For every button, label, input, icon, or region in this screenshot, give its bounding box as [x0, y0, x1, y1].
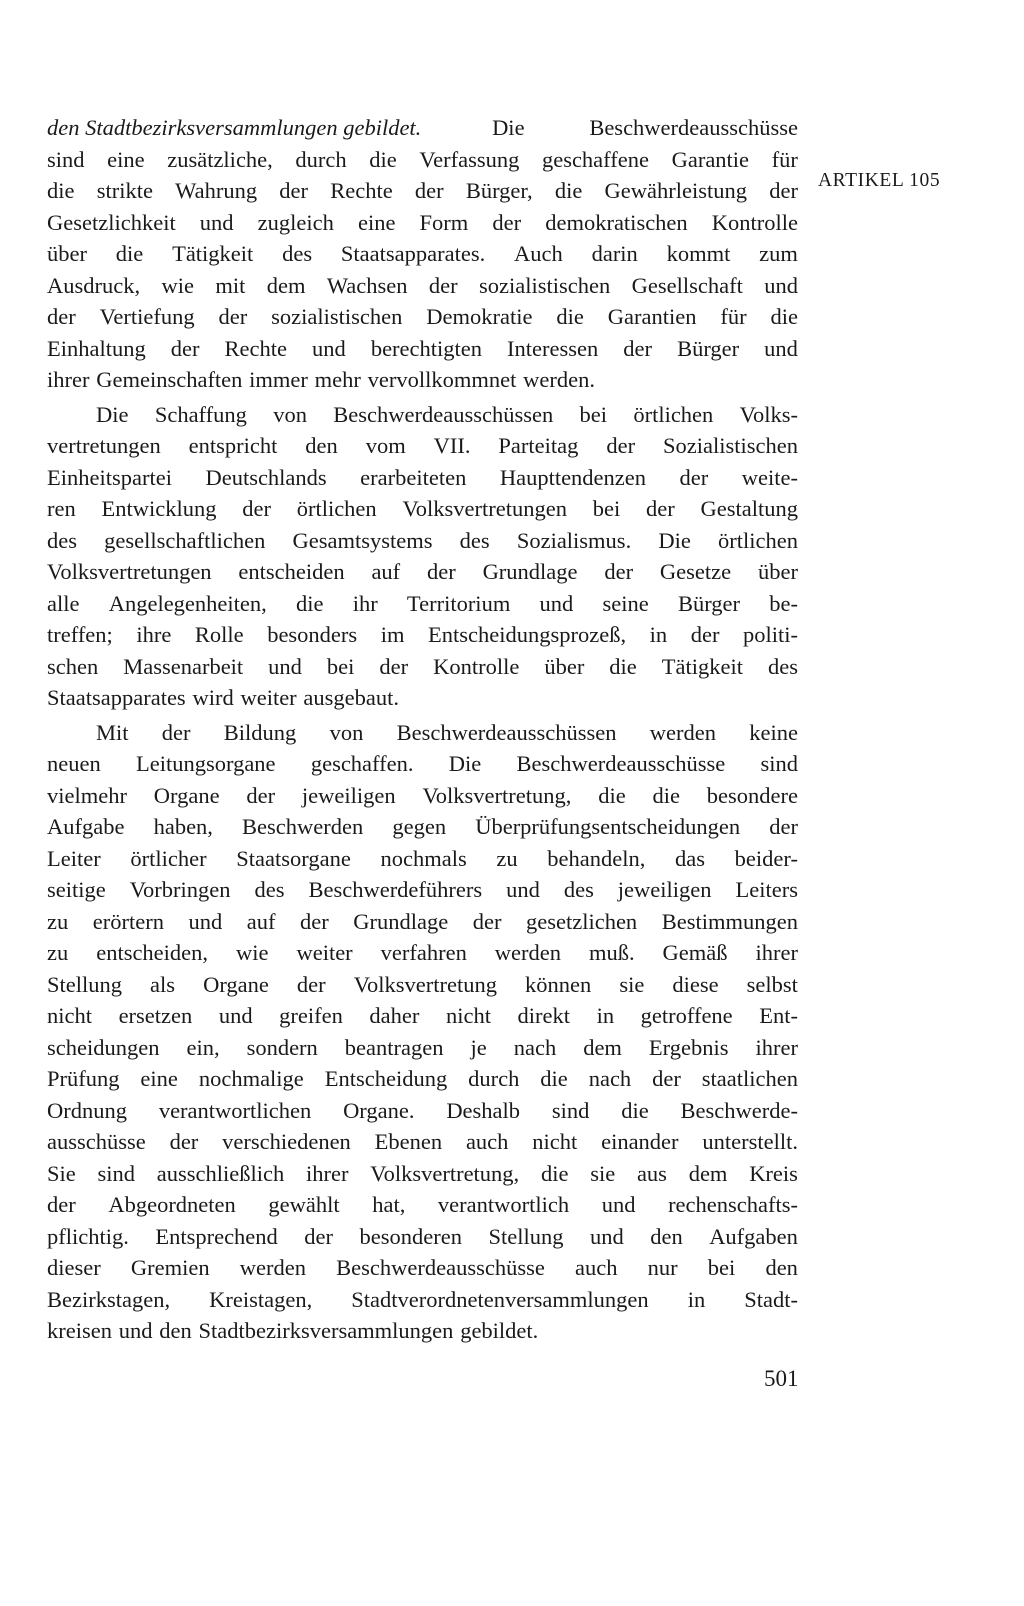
text-line: Mit der Bildung von Beschwerdeausschüssen werden keine [96, 719, 798, 745]
text-line: Bezirkstagen, Kreistagen, Stadtverordnetenversammlungen in Stadt- [47, 1286, 798, 1312]
text-line: Aufgabe haben, Beschwerden gegen Überprüfungsentscheidungen der [47, 814, 798, 839]
text-line: schen Massenarbeit und bei der Kontrolle über die Tätigkeit des [47, 653, 798, 679]
text-line: ihrer Gemeinschaften immer mehr vervollkommnet werden. [47, 367, 595, 392]
text-line: Gesetzlichkeit und zugleich eine Form der demokratischen Kontrolle [47, 209, 798, 235]
text-line: seitige Vorbringen des Beschwerdeführers und des jeweiligen Leiters [47, 877, 798, 902]
text-line: des gesellschaftlichen Gesamtsystems des Sozialismus. Die örtlichen [47, 527, 798, 553]
text-line: der Vertiefung der sozialistischen Demokratie die Garantien für die [47, 304, 798, 329]
text-line: Leiter örtlicher Staatsorgane nochmals zu behandeln, das beider- [47, 845, 798, 871]
text-line: kreisen und den Stadtbezirksversammlungen gebildet. [47, 1318, 539, 1343]
text-line: sind eine zusätzliche, durch die Verfassung geschaffene Garantie für [47, 146, 798, 172]
text-line: zu erörtern und auf der Grundlage der gesetzlichen Bestimmungen [47, 908, 798, 934]
text-line: Einheitspartei Deutschlands erarbeiteten Haupttendenzen der weite- [47, 464, 798, 490]
text-line: die strikte Wahrung der Rechte der Bürger, die Gewährleistung der [47, 178, 798, 203]
text-line: treffen; ihre Rolle besonders im Entscheidungsprozeß, in der politi- [47, 622, 798, 647]
text-line: über die Tätigkeit des Staatsapparates. Auch darin kommt zum [47, 241, 798, 266]
text-line: vielmehr Organe der jeweiligen Volksvertretung, die die besondere [47, 782, 798, 808]
text-line: alle Angelegenheiten, die ihr Territorium und seine Bürger be- [47, 590, 798, 616]
text-line: nicht ersetzen und greifen daher nicht direkt in getroffene Ent- [47, 1003, 798, 1028]
text-line: scheidungen ein, sondern beantragen je nach dem Ergebnis ihrer [47, 1034, 798, 1060]
text-line: ausschüsse der verschiedenen Ebenen auch nicht einander unterstellt. [47, 1129, 798, 1154]
text-line: Prüfung eine nochmalige Entscheidung durch die nach der staatlichen [47, 1066, 798, 1091]
text-line: den Stadtbezirksversammlungen gebildet. Die Beschwerdeausschüsse [47, 115, 798, 140]
text-line: Volksvertretungen entscheiden auf der Grundlage der Gesetze über [47, 559, 798, 584]
text-line: vertretungen entspricht den vom VII. Parteitag der Sozialistischen [47, 433, 798, 458]
text-line: Einhaltung der Rechte und berechtigten Interessen der Bürger und [47, 335, 798, 361]
text-line: Sie sind ausschließlich ihrer Volksvertretung, die sie aus dem Kreis [47, 1160, 798, 1186]
text-line: neuen Leitungsorgane geschaffen. Die Beschwerdeausschüsse sind [47, 751, 798, 776]
text-line: pflichtig. Entsprechend der besonderen Stellung und den Aufgaben [47, 1223, 798, 1249]
text-line: zu entscheiden, wie weiter verfahren werden muß. Gemäß ihrer [47, 940, 798, 965]
text-line: der Abgeordneten gewählt hat, verantwortlich und rechenschafts- [47, 1192, 798, 1217]
page-number: 501 [764, 1366, 799, 1391]
body-text [47, 112, 798, 1347]
text-line: Die Schaffung von Beschwerdeausschüssen bei örtlichen Volks- [96, 401, 798, 427]
text-line: Staatsapparates wird weiter ausgebaut. [47, 685, 400, 710]
margin-note-article: ARTIKEL 105 [818, 170, 941, 191]
text-line: Ordnung verantwortlichen Organe. Deshalb sind die Beschwerde- [47, 1097, 798, 1123]
text-line: Ausdruck, wie mit dem Wachsen der sozialistischen Gesellschaft und [47, 272, 798, 298]
text-line: ren Entwicklung der örtlichen Volksvertretungen bei der Gestaltung [47, 496, 798, 521]
text-line: dieser Gremien werden Beschwerdeausschüsse auch nur bei den [47, 1255, 798, 1280]
text-line: Stellung als Organe der Volksvertretung können sie diese selbst [47, 971, 798, 997]
